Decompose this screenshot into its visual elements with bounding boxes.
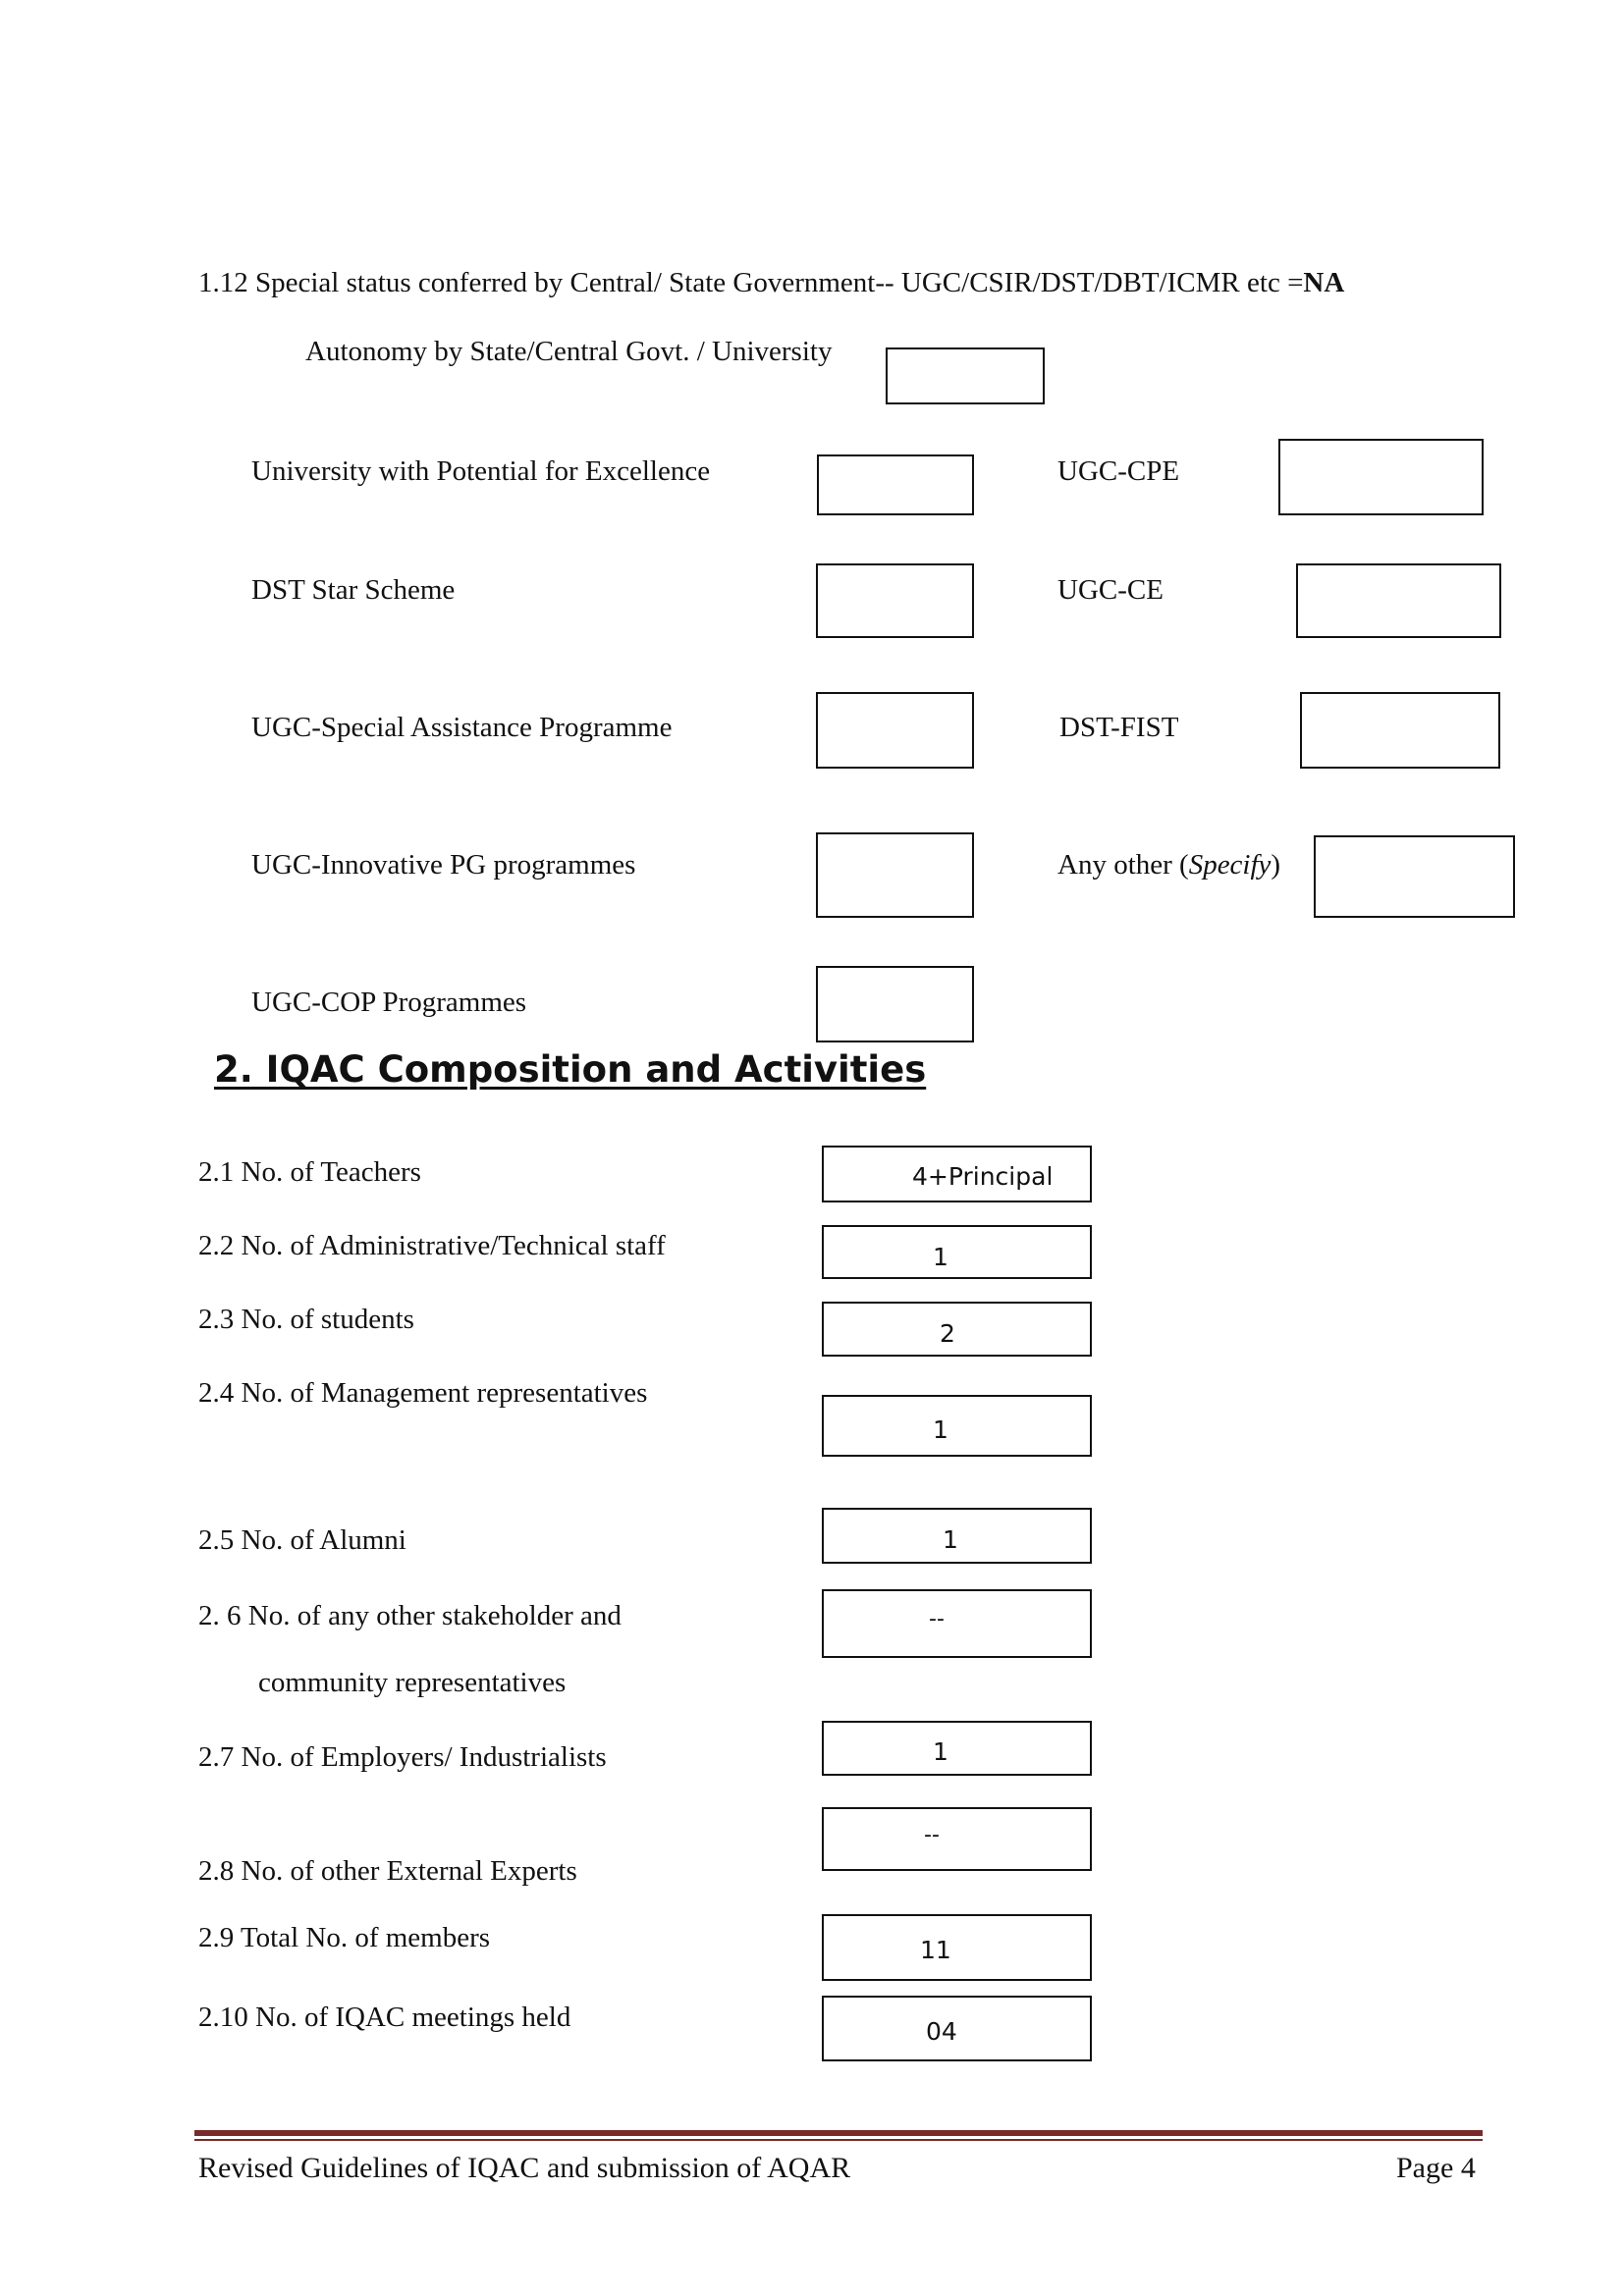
external-experts-field[interactable] xyxy=(822,1807,1092,1871)
ugc-ipg-label: UGC-Innovative PG programmes xyxy=(251,849,636,881)
ugc-ce-checkbox[interactable] xyxy=(1296,563,1501,638)
alumni-field[interactable] xyxy=(822,1508,1092,1564)
row-label-management: 2.4 No. of Management representatives xyxy=(198,1377,648,1409)
autonomy-checkbox[interactable] xyxy=(886,347,1045,404)
row-label-stakeholder-2: community representatives xyxy=(258,1667,567,1698)
iqac-meetings-field[interactable] xyxy=(822,1996,1092,2061)
alumni-value: 1 xyxy=(943,1525,958,1554)
autonomy-label: Autonomy by State/Central Govt. / University xyxy=(305,336,833,367)
students-field[interactable] xyxy=(822,1302,1092,1357)
ugc-cop-label: UGC-COP Programmes xyxy=(251,987,527,1018)
row-label-teachers: 2.1 No. of Teachers xyxy=(198,1156,421,1188)
teachers-field[interactable] xyxy=(822,1146,1092,1202)
stakeholder-field[interactable] xyxy=(822,1589,1092,1658)
section-112-title-text: 1.12 Special status conferred by Central/ State Government-- UGC/CSIR/DST/DBT/ICMR etc = xyxy=(198,267,1304,298)
any-other-checkbox[interactable] xyxy=(1314,835,1515,918)
dst-star-checkbox[interactable] xyxy=(816,563,974,638)
upe-label: University with Potential for Excellence xyxy=(251,455,711,487)
stakeholder-value: -- xyxy=(929,1607,945,1631)
employers-value: 1 xyxy=(933,1737,948,1766)
ugc-cpe-label: UGC-CPE xyxy=(1057,455,1180,487)
employers-field[interactable] xyxy=(822,1721,1092,1776)
dst-star-label: DST Star Scheme xyxy=(251,574,456,606)
row-label-iqac-meetings: 2.10 No. of IQAC meetings held xyxy=(198,2002,571,2033)
upe-checkbox[interactable] xyxy=(817,454,974,515)
admin-staff-field[interactable] xyxy=(822,1225,1092,1279)
iqac-meetings-value: 04 xyxy=(926,2017,957,2046)
ugc-ipg-checkbox[interactable] xyxy=(816,832,974,918)
teachers-value: 4+Principal xyxy=(912,1162,1054,1191)
management-field[interactable] xyxy=(822,1395,1092,1457)
footer-rule-thin xyxy=(194,2139,1483,2141)
section-2-heading: 2. IQAC Composition and Activities xyxy=(214,1048,927,1091)
dst-fist-checkbox[interactable] xyxy=(1300,692,1500,769)
ugc-ce-label: UGC-CE xyxy=(1057,574,1164,606)
dst-fist-label: DST-FIST xyxy=(1059,712,1179,743)
external-experts-value: -- xyxy=(924,1823,940,1847)
students-value: 2 xyxy=(940,1319,955,1348)
ugc-cpe-checkbox[interactable] xyxy=(1278,439,1484,515)
any-other-label xyxy=(1057,849,1280,881)
row-label-total-members: 2.9 Total No. of members xyxy=(198,1922,491,1953)
any-other-specify: Specify xyxy=(1188,849,1272,881)
section-112-title xyxy=(198,267,1344,299)
page-number: Page 4 xyxy=(1396,2152,1476,2184)
row-label-admin-staff: 2.2 No. of Administrative/Technical staff xyxy=(198,1230,666,1261)
footer-rule-thick xyxy=(194,2130,1483,2136)
management-value: 1 xyxy=(933,1415,948,1444)
admin-staff-value: 1 xyxy=(933,1243,948,1271)
total-members-field[interactable] xyxy=(822,1914,1092,1981)
ugc-sap-checkbox[interactable] xyxy=(816,692,974,769)
row-label-alumni: 2.5 No. of Alumni xyxy=(198,1524,406,1556)
row-label-students: 2.3 No. of students xyxy=(198,1304,414,1335)
total-members-value: 11 xyxy=(920,1936,951,1964)
ugc-cop-checkbox[interactable] xyxy=(816,966,974,1042)
footer-title: Revised Guidelines of IQAC and submission of AQAR xyxy=(198,2152,851,2184)
ugc-sap-label: UGC-Special Assistance Programme xyxy=(251,712,673,743)
any-other-suffix: ) xyxy=(1271,849,1281,881)
section-112-na: NA xyxy=(1303,267,1345,298)
row-label-stakeholder: 2. 6 No. of any other stakeholder and xyxy=(198,1600,622,1631)
row-label-external-experts: 2.8 No. of other External Experts xyxy=(198,1855,577,1887)
row-label-employers: 2.7 No. of Employers/ Industrialists xyxy=(198,1741,607,1773)
any-other-prefix: Any other ( xyxy=(1057,849,1189,881)
